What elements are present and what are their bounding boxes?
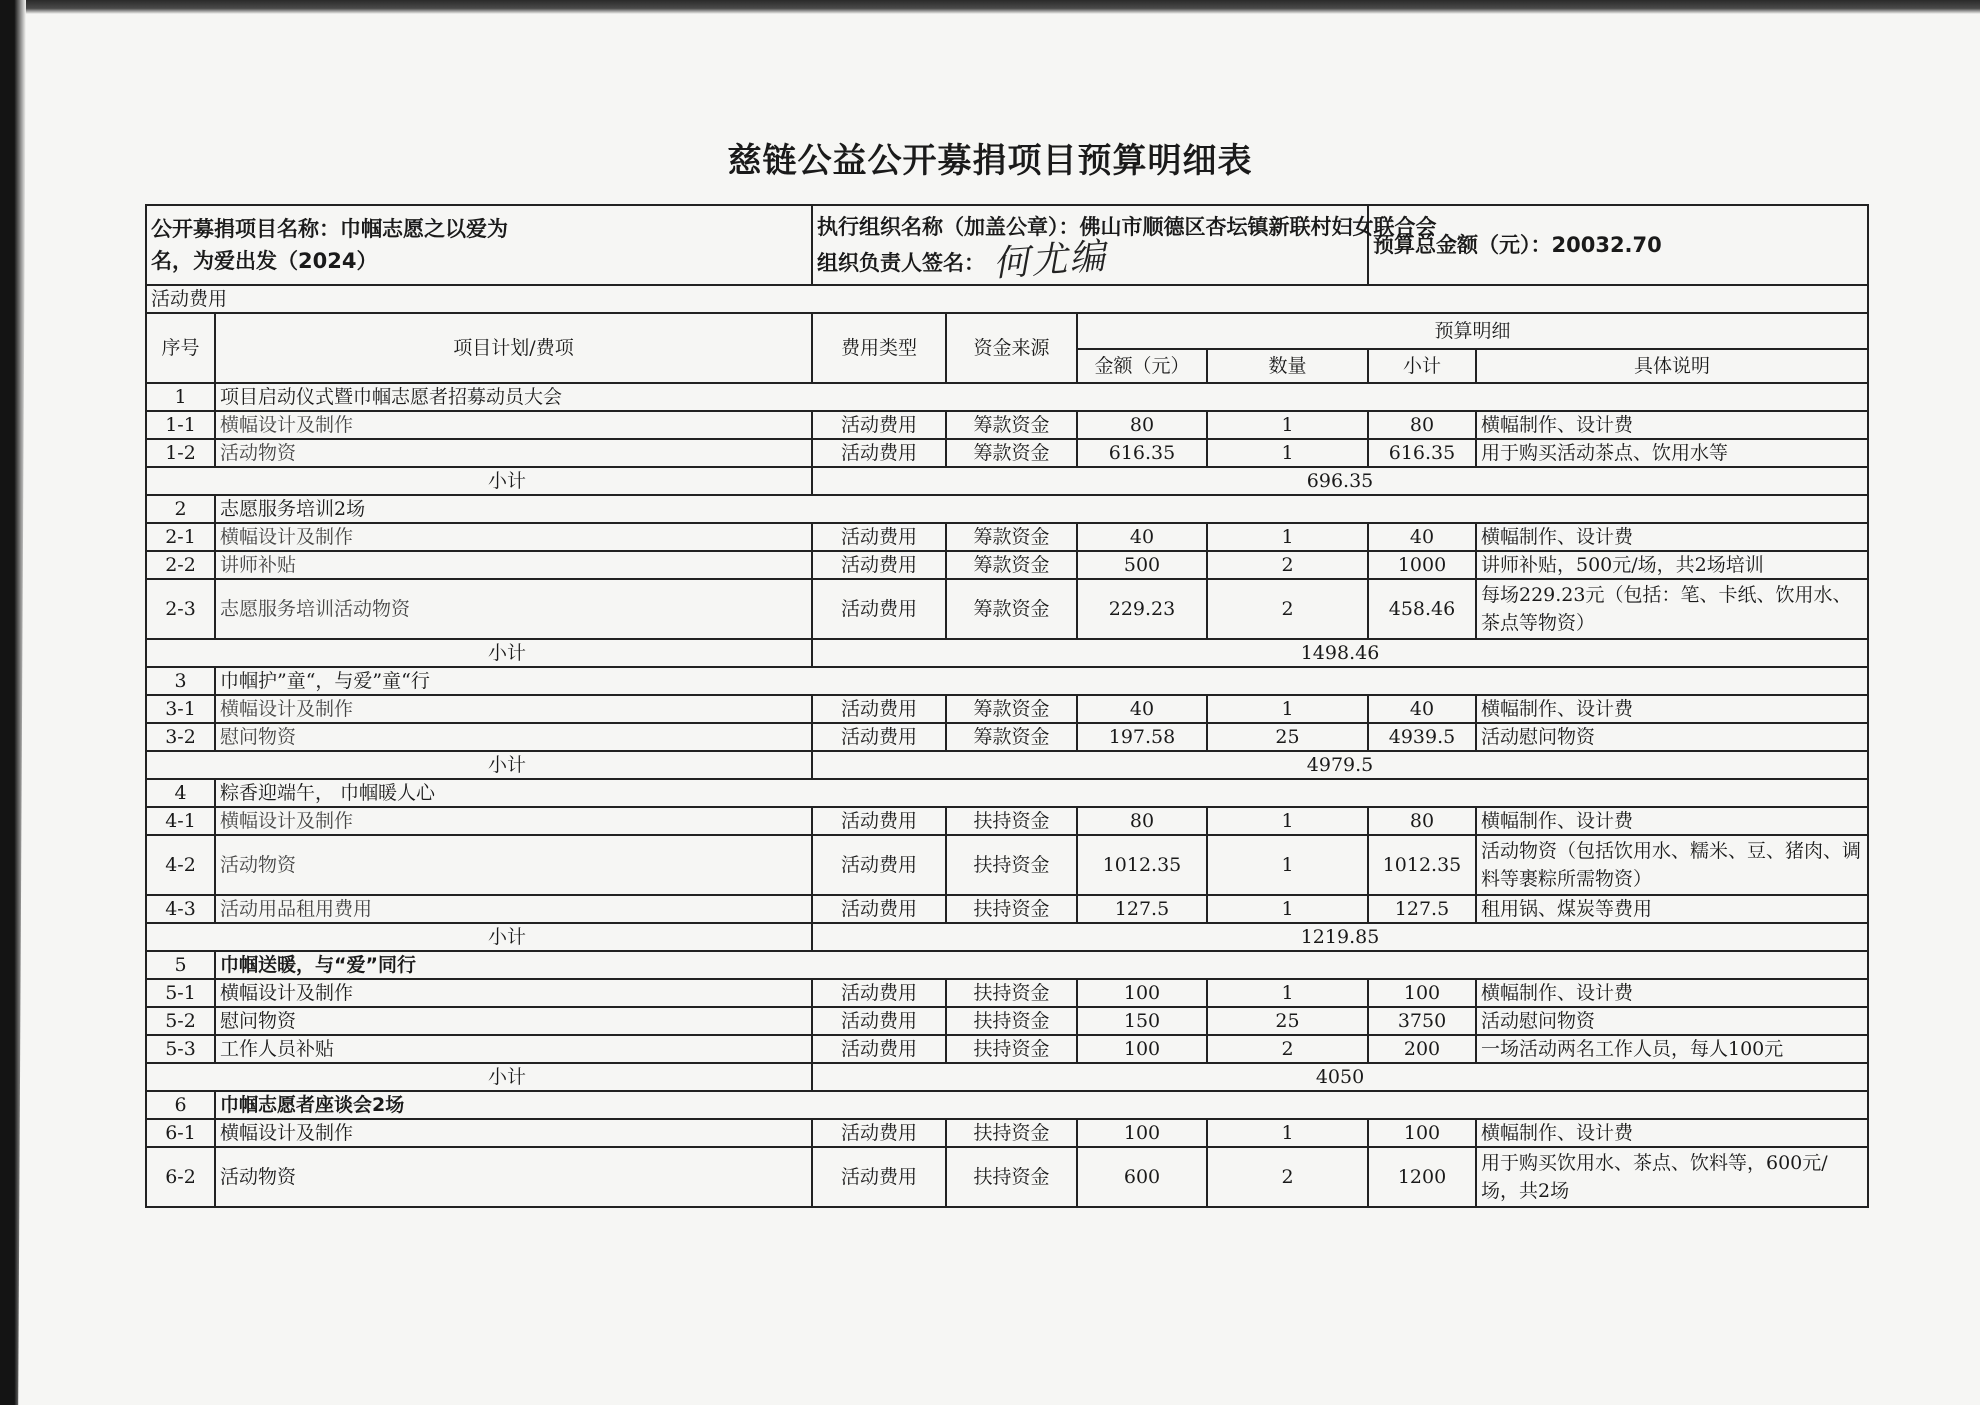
row-amount: 1012.35 xyxy=(1077,835,1207,895)
project-name-cell xyxy=(146,205,812,285)
row-type: 活动费用 xyxy=(812,411,946,439)
row-subtotal: 200 xyxy=(1368,1035,1476,1063)
row-amount: 80 xyxy=(1077,411,1207,439)
group-name: 巾帼志愿者座谈会2场 xyxy=(215,1091,1868,1119)
row-type: 活动费用 xyxy=(812,695,946,723)
subtotal-label: 小计 xyxy=(146,639,812,667)
row-note: 一场活动两名工作人员，每人100元 xyxy=(1476,1035,1868,1063)
row-source: 扶持资金 xyxy=(946,1007,1077,1035)
row-type: 活动费用 xyxy=(812,807,946,835)
row-amount: 616.35 xyxy=(1077,439,1207,467)
row-source: 扶持资金 xyxy=(946,835,1077,895)
row-note: 用于购买饮用水、茶点、饮料等，600元/场，共2场 xyxy=(1476,1147,1868,1207)
leader-label: 组织负责人签名： xyxy=(817,251,985,275)
col-item: 项目计划/费项 xyxy=(215,313,812,383)
table-row xyxy=(146,1119,1868,1147)
row-subtotal: 80 xyxy=(1368,807,1476,835)
row-item: 活动用品租用费用 xyxy=(215,895,812,923)
group-row xyxy=(146,951,1868,979)
row-qty: 2 xyxy=(1207,551,1368,579)
row-seq: 4-1 xyxy=(146,807,215,835)
table-row xyxy=(146,835,1868,895)
row-subtotal: 1012.35 xyxy=(1368,835,1476,895)
row-source: 扶持资金 xyxy=(946,1147,1077,1207)
project-name-cont: 名，为爱出发（2024） xyxy=(151,249,378,273)
table-row xyxy=(146,723,1868,751)
row-type: 活动费用 xyxy=(812,1147,946,1207)
subtotal-label: 小计 xyxy=(146,1063,812,1091)
row-note: 横幅制作、设计费 xyxy=(1476,523,1868,551)
row-type: 活动费用 xyxy=(812,979,946,1007)
subtotal-row xyxy=(146,467,1868,495)
header-row xyxy=(146,205,1868,285)
row-seq: 4-2 xyxy=(146,835,215,895)
row-subtotal: 100 xyxy=(1368,979,1476,1007)
table-row xyxy=(146,579,1868,639)
signature: 何尤编 xyxy=(991,236,1109,285)
row-subtotal: 40 xyxy=(1368,523,1476,551)
row-note: 每场229.23元（包括：笔、卡纸、饮用水、茶点等物资） xyxy=(1476,579,1868,639)
table-row xyxy=(146,1007,1868,1035)
row-qty: 1 xyxy=(1207,1119,1368,1147)
row-type: 活动费用 xyxy=(812,835,946,895)
table-row xyxy=(146,551,1868,579)
group-row xyxy=(146,779,1868,807)
group-name: 巾帼护”童“，与爱”童“行 xyxy=(215,667,1868,695)
row-item: 讲师补贴 xyxy=(215,551,812,579)
row-qty: 25 xyxy=(1207,1007,1368,1035)
col-qty: 数量 xyxy=(1207,349,1368,383)
group-row xyxy=(146,495,1868,523)
row-type: 活动费用 xyxy=(812,551,946,579)
row-source: 筹款资金 xyxy=(946,411,1077,439)
row-source: 筹款资金 xyxy=(946,439,1077,467)
exec-org-label: 执行组织名称（加盖公章）：佛山市顺德区杏坛镇新联村妇女联合会 xyxy=(817,215,1437,239)
row-type: 活动费用 xyxy=(812,723,946,751)
row-note: 横幅制作、设计费 xyxy=(1476,807,1868,835)
subtotal-value: 4979.5 xyxy=(812,751,1868,779)
col-seq: 序号 xyxy=(146,313,215,383)
project-name-label: 公开募捐项目名称：巾帼志愿之以爱为 xyxy=(151,217,508,241)
row-seq: 5-2 xyxy=(146,1007,215,1035)
row-source: 筹款资金 xyxy=(946,551,1077,579)
subtotal-label: 小计 xyxy=(146,467,812,495)
row-amount: 100 xyxy=(1077,1119,1207,1147)
row-source: 筹款资金 xyxy=(946,579,1077,639)
group-name: 志愿服务培训2场 xyxy=(215,495,1868,523)
row-seq: 3-1 xyxy=(146,695,215,723)
subtotal-row xyxy=(146,751,1868,779)
group-seq: 3 xyxy=(146,667,215,695)
row-qty: 1 xyxy=(1207,807,1368,835)
subtotal-row xyxy=(146,923,1868,951)
subtotal-row xyxy=(146,639,1868,667)
row-qty: 1 xyxy=(1207,695,1368,723)
table-row xyxy=(146,807,1868,835)
row-subtotal: 100 xyxy=(1368,1119,1476,1147)
row-amount: 150 xyxy=(1077,1007,1207,1035)
row-qty: 2 xyxy=(1207,1147,1368,1207)
budget-table xyxy=(145,204,1869,1208)
row-amount: 600 xyxy=(1077,1147,1207,1207)
row-subtotal: 40 xyxy=(1368,695,1476,723)
row-item: 活动物资 xyxy=(215,835,812,895)
row-note: 活动慰问物资 xyxy=(1476,723,1868,751)
group-row xyxy=(146,1091,1868,1119)
row-item: 志愿服务培训活动物资 xyxy=(215,579,812,639)
row-item: 横幅设计及制作 xyxy=(215,411,812,439)
table-row xyxy=(146,439,1868,467)
subtotal-label: 小计 xyxy=(146,923,812,951)
row-amount: 229.23 xyxy=(1077,579,1207,639)
group-seq: 2 xyxy=(146,495,215,523)
row-subtotal: 3750 xyxy=(1368,1007,1476,1035)
row-type: 活动费用 xyxy=(812,523,946,551)
row-source: 扶持资金 xyxy=(946,1119,1077,1147)
scan-edge-top xyxy=(0,0,1980,14)
row-seq: 3-2 xyxy=(146,723,215,751)
row-note: 活动慰问物资 xyxy=(1476,1007,1868,1035)
col-note: 具体说明 xyxy=(1476,349,1868,383)
row-qty: 2 xyxy=(1207,1035,1368,1063)
row-item: 活动物资 xyxy=(215,1147,812,1207)
row-subtotal: 4939.5 xyxy=(1368,723,1476,751)
row-source: 扶持资金 xyxy=(946,895,1077,923)
row-item: 慰问物资 xyxy=(215,1007,812,1035)
subtotal-value: 1498.46 xyxy=(812,639,1868,667)
row-seq: 2-3 xyxy=(146,579,215,639)
subtotal-value: 1219.85 xyxy=(812,923,1868,951)
group-name: 巾帼送暖，与“爱”同行 xyxy=(215,951,1868,979)
row-amount: 500 xyxy=(1077,551,1207,579)
table-row xyxy=(146,523,1868,551)
row-qty: 2 xyxy=(1207,579,1368,639)
row-seq: 5-3 xyxy=(146,1035,215,1063)
row-qty: 1 xyxy=(1207,523,1368,551)
row-type: 活动费用 xyxy=(812,579,946,639)
row-source: 扶持资金 xyxy=(946,1035,1077,1063)
row-subtotal: 127.5 xyxy=(1368,895,1476,923)
row-type: 活动费用 xyxy=(812,895,946,923)
total-budget-label: 预算总金额（元）：20032.70 xyxy=(1373,233,1662,257)
group-name: 项目启动仪式暨巾帼志愿者招募动员大会 xyxy=(215,383,1868,411)
row-amount: 100 xyxy=(1077,979,1207,1007)
row-item: 慰问物资 xyxy=(215,723,812,751)
row-amount: 40 xyxy=(1077,695,1207,723)
exec-org-cell xyxy=(812,205,1437,285)
row-amount: 100 xyxy=(1077,1035,1207,1063)
subtotal-value: 696.35 xyxy=(812,467,1868,495)
row-source: 筹款资金 xyxy=(946,523,1077,551)
row-qty: 1 xyxy=(1207,439,1368,467)
row-item: 横幅设计及制作 xyxy=(215,695,812,723)
row-seq: 1-2 xyxy=(146,439,215,467)
col-type: 费用类型 xyxy=(812,313,946,383)
row-item: 工作人员补贴 xyxy=(215,1035,812,1063)
row-note: 用于购买活动茶点、饮用水等 xyxy=(1476,439,1868,467)
row-item: 横幅设计及制作 xyxy=(215,807,812,835)
page-title: 慈链公益公开募捐项目预算明细表 xyxy=(727,141,1253,181)
row-source: 筹款资金 xyxy=(946,723,1077,751)
row-type: 活动费用 xyxy=(812,1007,946,1035)
row-subtotal: 80 xyxy=(1368,411,1476,439)
row-source: 筹款资金 xyxy=(946,695,1077,723)
row-qty: 1 xyxy=(1207,895,1368,923)
col-subtotal: 小计 xyxy=(1368,349,1476,383)
row-seq: 6-2 xyxy=(146,1147,215,1207)
group-row xyxy=(146,667,1868,695)
subtotal-value: 4050 xyxy=(812,1063,1868,1091)
row-item: 横幅设计及制作 xyxy=(215,979,812,1007)
row-seq: 4-3 xyxy=(146,895,215,923)
section-label: 活动费用 xyxy=(146,285,1868,313)
col-amount: 金额（元） xyxy=(1077,349,1207,383)
row-type: 活动费用 xyxy=(812,1119,946,1147)
row-seq: 1-1 xyxy=(146,411,215,439)
row-subtotal: 458.46 xyxy=(1368,579,1476,639)
row-note: 活动物资（包括饮用水、糯米、豆、猪肉、调料等裹粽所需物资） xyxy=(1476,835,1868,895)
col-budget: 预算明细 xyxy=(1077,313,1868,349)
group-seq: 4 xyxy=(146,779,215,807)
row-qty: 1 xyxy=(1207,835,1368,895)
row-note: 横幅制作、设计费 xyxy=(1476,1119,1868,1147)
row-note: 讲师补贴，500元/场，共2场培训 xyxy=(1476,551,1868,579)
table-row xyxy=(146,979,1868,1007)
group-name: 粽香迎端午， 巾帼暖人心 xyxy=(215,779,1868,807)
col-source: 资金来源 xyxy=(946,313,1077,383)
row-subtotal: 616.35 xyxy=(1368,439,1476,467)
row-note: 租用锅、煤炭等费用 xyxy=(1476,895,1868,923)
row-qty: 1 xyxy=(1207,411,1368,439)
row-source: 扶持资金 xyxy=(946,979,1077,1007)
row-amount: 40 xyxy=(1077,523,1207,551)
subtotal-label: 小计 xyxy=(146,751,812,779)
group-seq: 1 xyxy=(146,383,215,411)
subtotal-row xyxy=(146,1063,1868,1091)
row-type: 活动费用 xyxy=(812,439,946,467)
row-subtotal: 1200 xyxy=(1368,1147,1476,1207)
row-qty: 25 xyxy=(1207,723,1368,751)
table-row xyxy=(146,411,1868,439)
group-row xyxy=(146,383,1868,411)
row-subtotal: 1000 xyxy=(1368,551,1476,579)
group-seq: 5 xyxy=(146,951,215,979)
row-amount: 127.5 xyxy=(1077,895,1207,923)
row-seq: 2-1 xyxy=(146,523,215,551)
row-note: 横幅制作、设计费 xyxy=(1476,695,1868,723)
row-seq: 6-1 xyxy=(146,1119,215,1147)
scan-edge-left xyxy=(0,0,26,1405)
row-note: 横幅制作、设计费 xyxy=(1476,411,1868,439)
group-seq: 6 xyxy=(146,1091,215,1119)
table-row xyxy=(146,895,1868,923)
row-item: 横幅设计及制作 xyxy=(215,523,812,551)
table-row xyxy=(146,695,1868,723)
row-note: 横幅制作、设计费 xyxy=(1476,979,1868,1007)
row-qty: 1 xyxy=(1207,979,1368,1007)
row-item: 横幅设计及制作 xyxy=(215,1119,812,1147)
row-amount: 80 xyxy=(1077,807,1207,835)
table-row xyxy=(146,1147,1868,1207)
row-seq: 5-1 xyxy=(146,979,215,1007)
row-source: 扶持资金 xyxy=(946,807,1077,835)
row-amount: 197.58 xyxy=(1077,723,1207,751)
row-seq: 2-2 xyxy=(146,551,215,579)
row-item: 活动物资 xyxy=(215,439,812,467)
table-row xyxy=(146,1035,1868,1063)
total-budget-cell xyxy=(1368,205,1868,285)
row-type: 活动费用 xyxy=(812,1035,946,1063)
